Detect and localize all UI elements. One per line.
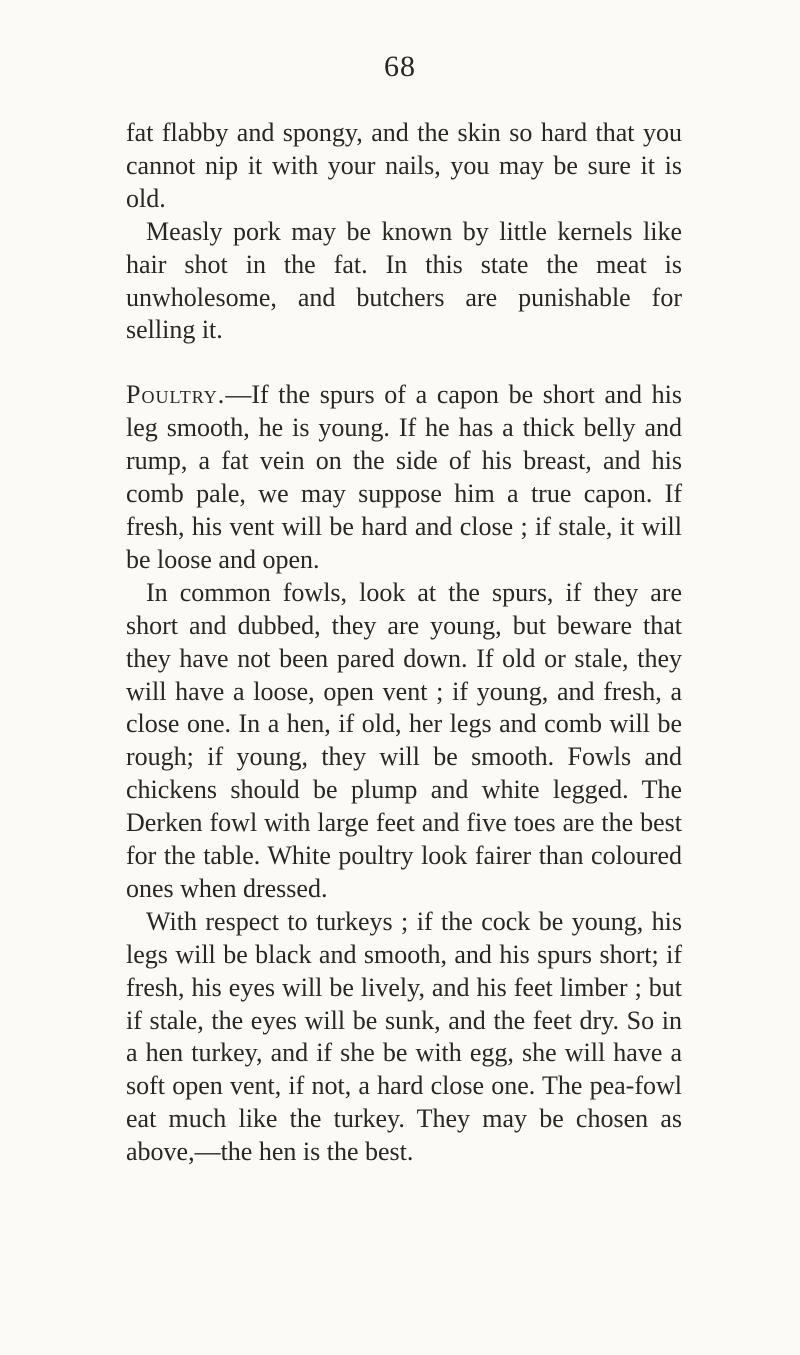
paragraph-turkeys: With respect to turkeys ; if the cock be young, his legs will be black and smooth, and his spurs short; if fresh, his eyes will be lively, and his feet limber ; but if stale, the eyes will be sunk, and the feet dry. So in a hen turkey, and if she be with egg, she will have a soft open vent, if not, a hard close one. The pea-fowl eat much like the turkey. They may be chosen as above,—the hen is the best. [126,906,682,1167]
page-number: 68 [384,50,416,83]
paragraph-continuation: fat flabby and spongy, and the skin so hard that you cannot nip it with your nails, you may be sure it is old. [126,118,682,213]
body-text [126,117,682,1169]
paragraph-common-fowls: In common fowls, look at the spurs, if they are short and dubbed, they are young, but beware that they have not been pared down. If old or stale, they will have a loose, open vent ; if young, and fresh, a close one. In a hen, if old, her legs and comb will be rough; if young, they will be smooth. Fowls and chickens should be plump and white legged. The Derken fowl with large feet and five toes are the best for the table. White poultry look fairer than coloured ones when dressed. [126,577,682,903]
paragraph-measly-pork: Measly pork may be known by little kernels like hair shot in the fat. In this state the meat is unwholesome, and butchers are punishable for selling it. [126,216,682,345]
section-heading-poultry: Poultry. [126,380,226,410]
paragraph-poultry-text: —If the spurs of a capon be short and his leg smooth, he is young. If he has a thick belly and rump, a fat vein on the side of his breast, and his comb pale, we may suppose him a true capon. If fresh, his vent will be hard and close ; if stale, it will be loose and open. [126,380,682,574]
paragraph-poultry [126,379,682,576]
